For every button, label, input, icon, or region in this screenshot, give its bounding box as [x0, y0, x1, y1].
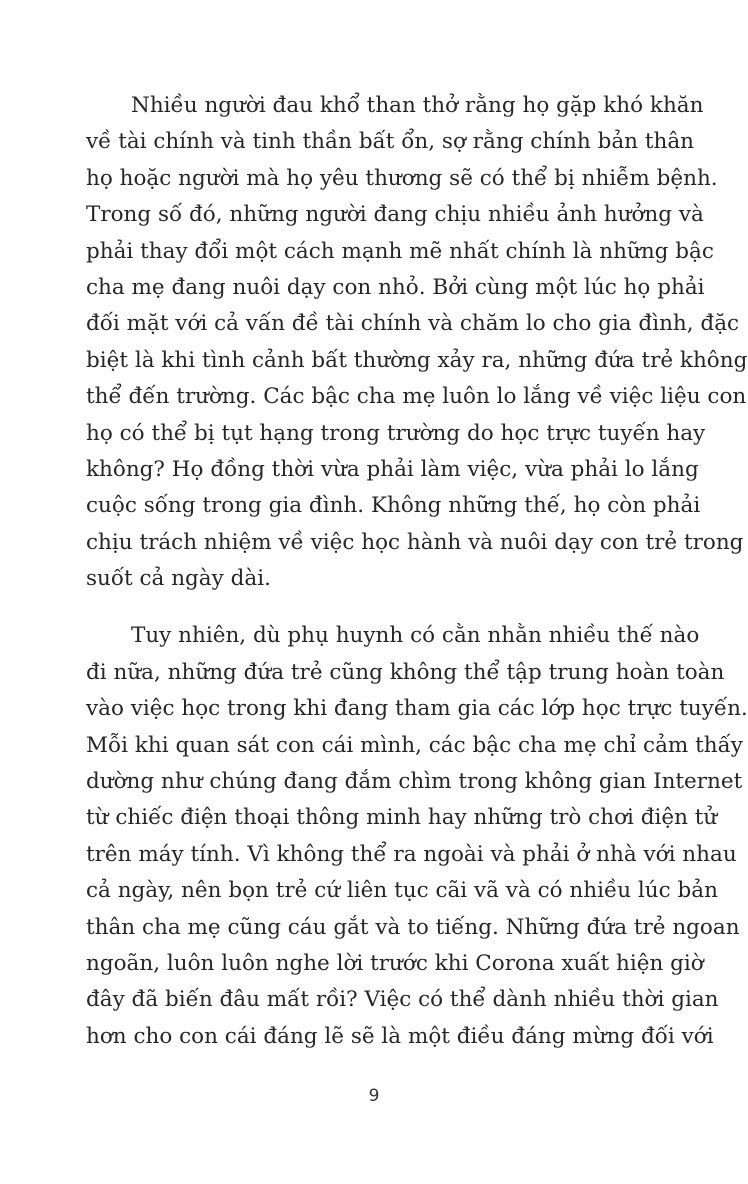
- text-line: cả ngày, nên bọn trẻ cứ liên tục cãi vã và có nhiều lúc bản: [86, 878, 718, 904]
- text-line: không? Họ đồng thời vừa phải làm việc, vừa phải lo lắng: [86, 456, 699, 482]
- text-line: ngoãn, luôn luôn nghe lời trước khi Corona xuất hiện giờ: [86, 950, 704, 976]
- text-line: Tuy nhiên, dù phụ huynh có cằn nhằn nhiều thế nào: [131, 623, 700, 649]
- text-line: Trong số đó, những người đang chịu nhiều ảnh hưởng và: [86, 202, 704, 228]
- text-line: suốt cả ngày dài.: [86, 566, 271, 592]
- text-line: phải thay đổi một cách mạnh mẽ nhất chính là những bậc: [86, 238, 714, 264]
- text-line: về tài chính và tinh thần bất ổn, sợ rằng chính bản thân: [86, 129, 694, 155]
- text-line: cha mẹ đang nuôi dạy con nhỏ. Bởi cùng một lúc họ phải: [86, 274, 705, 300]
- text-line: đối mặt với cả vấn đề tài chính và chăm lo cho gia đình, đặc: [86, 311, 740, 337]
- text-line: thể đến trường. Các bậc cha mẹ luôn lo lắng về việc liệu con: [86, 384, 747, 410]
- text-line: họ có thể bị tụt hạng trong trường do học trực tuyến hay: [86, 420, 706, 446]
- text-line: đây đã biến đâu mất rồi? Việc có thể dành nhiều thời gian: [86, 987, 719, 1013]
- text-line: Nhiều người đau khổ than thở rằng họ gặp khó khăn: [131, 93, 704, 118]
- text-line: từ chiếc điện thoại thông minh hay những trò chơi điện tử: [86, 805, 718, 831]
- text-line: Mỗi khi quan sát con cái mình, các bậc cha mẹ chỉ cảm thấy: [86, 732, 743, 758]
- text-line: trên máy tính. Vì không thể ra ngoài và phải ở nhà với nhau: [86, 841, 737, 867]
- text-line: hơn cho con cái đáng lẽ sẽ là một điều đáng mừng đối với: [86, 1023, 714, 1049]
- text-line: đi nữa, những đứa trẻ cũng không thể tập trung hoàn toàn: [86, 659, 725, 685]
- text-line: họ hoặc người mà họ yêu thương sẽ có thể bị nhiễm bệnh.: [86, 165, 718, 191]
- text-line: vào việc học trong khi đang tham gia các lớp học trực tuyến.: [86, 696, 748, 722]
- paragraph-spacer: [86, 597, 652, 618]
- body-text: [86, 88, 748, 1055]
- text-line: thân cha mẹ cũng cáu gắt và to tiếng. Những đứa trẻ ngoan: [86, 914, 740, 940]
- paragraph-2: [86, 618, 748, 1055]
- paragraph-1: [86, 88, 748, 597]
- text-line: dường như chúng đang đắm chìm trong không gian Internet: [86, 769, 743, 795]
- text-line: cuộc sống trong gia đình. Không những thế, họ còn phải: [86, 493, 701, 519]
- text-line: biệt là khi tình cảnh bất thường xảy ra, những đứa trẻ không: [86, 347, 748, 373]
- page-number: 9: [368, 1086, 380, 1106]
- text-line: chịu trách nhiệm về việc học hành và nuôi dạy con trẻ trong: [86, 529, 744, 555]
